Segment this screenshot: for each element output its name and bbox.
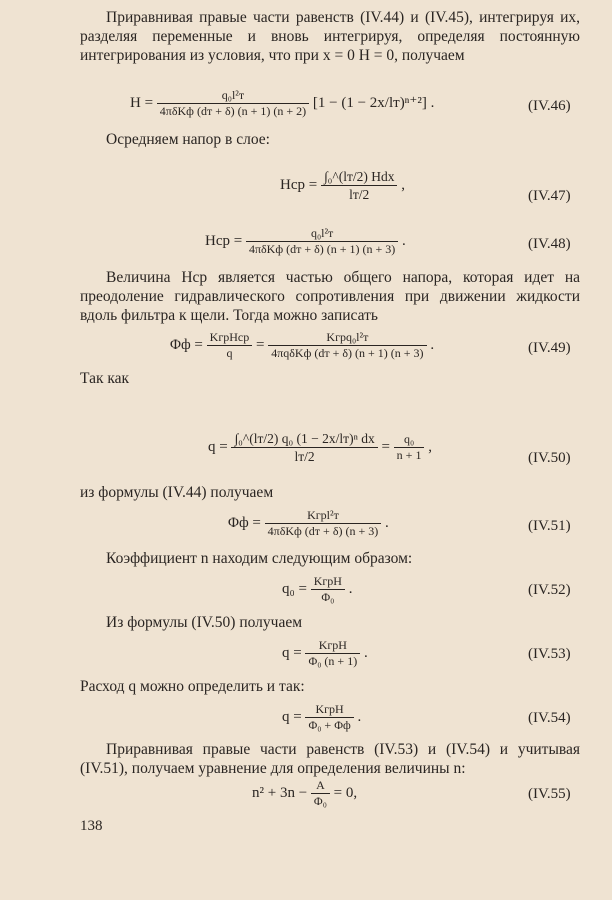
eq49-num1: KгрHср — [207, 330, 253, 346]
eq47-label: (IV.47) — [528, 188, 571, 204]
eq48-label: (IV.48) — [528, 236, 571, 252]
eq50-label: (IV.50) — [528, 450, 571, 466]
eq49-tail: . — [430, 336, 435, 353]
eq55-den: Φ₀ — [313, 794, 327, 808]
eq51-num: Kгрl²т — [265, 508, 382, 524]
paragraph-1: Приравнивая правые части равенств (IV.44) и (IV.45), интегрируя их, разделяя переменные и вновь интегрируя, определяя постоянную интегрирования из условия, что при x = 0 H = 0, получаем — [80, 9, 580, 64]
eq46-label: (IV.46) — [528, 98, 571, 114]
paragraph-3: Величина Hср является частью общего напора, которая идет на преодоление гидравлического сопротивления при движении жидкости вдоль фильтра к щели. Тогда можно записать — [80, 269, 580, 324]
eq47-tail: , — [401, 176, 405, 193]
eq49-den1: q — [226, 346, 233, 360]
equation-iv54 — [282, 702, 361, 733]
eq46-num: q₀l²т — [157, 88, 309, 104]
equation-iv51 — [228, 508, 389, 539]
eq48-lhs: Hср = — [205, 232, 243, 249]
eq50-lhs: q = — [208, 438, 228, 455]
eq54-tail: . — [357, 708, 362, 725]
eq47-den: lт/2 — [349, 187, 370, 202]
paragraph-7: Из формулы (IV.50) получаем — [106, 614, 303, 631]
eq50-tail: , — [428, 438, 432, 455]
eq51-lhs: Φф = — [228, 514, 261, 531]
eq52-lhs: q₀ = — [282, 580, 307, 597]
paragraph-6: Коэффициент n находим следующим образом: — [106, 550, 413, 567]
equation-iv46 — [130, 88, 434, 119]
eq49-lhs: Φф = — [170, 336, 203, 353]
eq48-num: q₀l²т — [246, 226, 398, 242]
eq50-num1: ∫₀^(lт/2) q₀ (1 − 2x/lт)ⁿ dx — [231, 430, 377, 448]
eq53-num: KгрH — [305, 638, 360, 654]
eq46-lhs: H = — [130, 94, 154, 111]
eq53-tail: . — [363, 644, 368, 661]
eq53-lhs: q = — [282, 644, 302, 661]
equation-iv52 — [282, 574, 352, 605]
eq54-lhs: q = — [282, 708, 302, 725]
eq51-tail: . — [384, 514, 389, 531]
page-number: 138 — [80, 818, 103, 834]
eq54-num: KгрH — [305, 702, 353, 718]
eq48-den: 4πδKф (dт + δ) (n + 1) (n + 3) — [248, 242, 396, 256]
eq55-lhs: n² + 3n − — [252, 784, 308, 801]
eq49-den2: 4πqδKф (dт + δ) (n + 1) (n + 3) — [271, 346, 424, 360]
eq53-den: Φ₀ (n + 1) — [308, 654, 358, 668]
paragraph-4: Так как — [80, 370, 130, 387]
eq52-label: (IV.52) — [528, 582, 571, 598]
equation-iv53 — [282, 638, 368, 669]
eq47-lhs: Hср = — [280, 176, 318, 193]
eq55-num: A — [311, 778, 330, 794]
paragraph-2: Осредняем напор в слое: — [106, 131, 270, 148]
paragraph-8: Расход q можно определить и так: — [80, 678, 305, 695]
eq52-num: KгрH — [311, 574, 345, 590]
eq47-num: ∫₀^(lт/2) Hdx — [321, 168, 398, 186]
equation-iv50 — [208, 430, 432, 465]
equation-iv48 — [205, 226, 406, 257]
eq48-tail: . — [402, 232, 406, 249]
eq51-label: (IV.51) — [528, 518, 571, 534]
eq46-tail: [1 − (1 − 2x/lт)ⁿ⁺²] . — [312, 94, 435, 111]
eq50-den2: n + 1 — [396, 448, 422, 462]
equation-iv49 — [170, 330, 434, 361]
eq55-tail: = 0, — [333, 784, 358, 801]
eq54-den: Φ₀ + Φф — [308, 718, 351, 732]
eq49-label: (IV.49) — [528, 340, 571, 356]
eq53-label: (IV.53) — [528, 646, 571, 662]
eq51-den: 4πδKф (dт + δ) (n + 3) — [267, 524, 379, 538]
eq50-eqsign: = — [381, 438, 390, 455]
eq52-den: Φ₀ — [321, 590, 335, 604]
eq49-num2: Kгрq₀l²т — [268, 330, 426, 346]
eq49-eqsign: = — [256, 336, 265, 353]
paragraph-9: Приравнивая правые части равенств (IV.53) и (IV.54) и учитывая (IV.51), получаем уравнение для определения величины n: — [80, 741, 580, 777]
eq46-den: 4πδKф (dт + δ) (n + 1) (n + 2) — [159, 104, 307, 118]
equation-iv55 — [252, 778, 357, 809]
eq50-den1: lт/2 — [294, 449, 315, 464]
eq55-label: (IV.55) — [528, 786, 571, 802]
eq52-tail: . — [348, 580, 353, 597]
equation-iv47 — [280, 168, 405, 203]
eq54-label: (IV.54) — [528, 710, 571, 726]
paragraph-5: из формулы (IV.44) получаем — [80, 484, 274, 501]
eq50-num2: q₀ — [394, 432, 425, 448]
